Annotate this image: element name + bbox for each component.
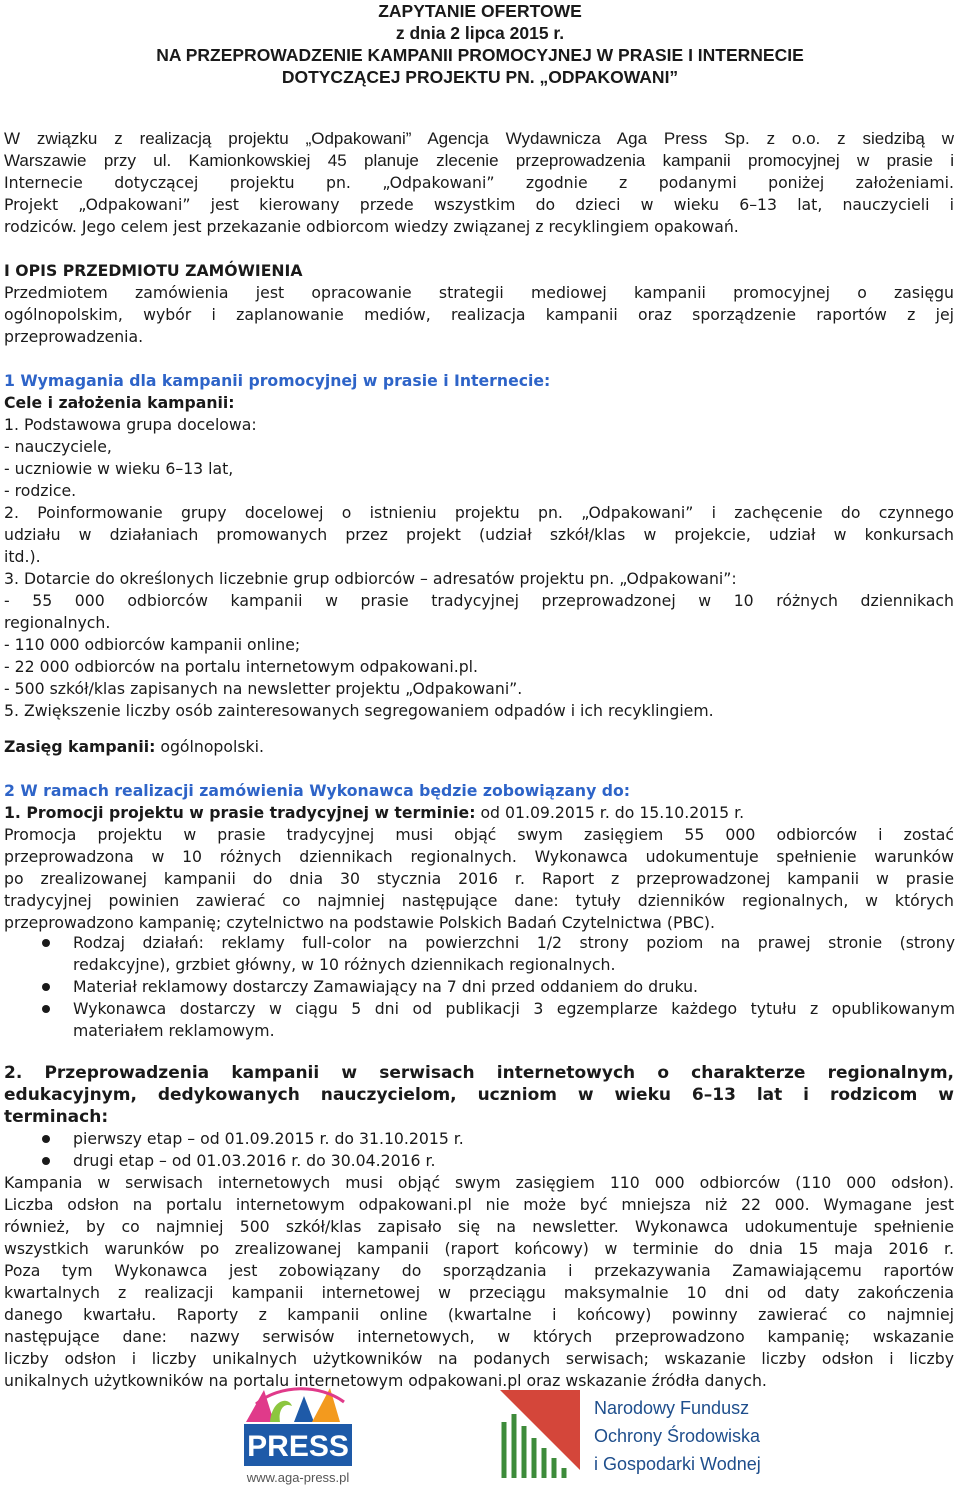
campaign-range <box>4 736 954 758</box>
online-text: danego kwartału. Raporty z kampanii online (kwartalne i końcowy) powinny zawierać co najmniej <box>4 1305 954 1324</box>
doc-subtitle-2: DOTYCZĄCEJ PROJEKTU PN. „ODPAKOWANI” <box>281 67 679 87</box>
section-text: przeprowadzenia. <box>4 327 144 346</box>
online-text: następujące dane: nazwy serwisów internetowych, w których przeprowadzono kampanię; wskazanie <box>4 1327 954 1346</box>
nfosigw-logo <box>496 1386 786 1482</box>
aga-press-url: www.aga-press.pl <box>246 1470 350 1485</box>
press-term <box>4 802 954 824</box>
press-text: przeprowadzona w 10 różnych dziennikach regionalnych. Wykonawca udokumentuje spełnienie warunków <box>4 847 954 866</box>
section-heading: I OPIS PRZEDMIOTU ZAMÓWIENIA <box>4 261 303 280</box>
intro-line: Internecie dotyczącej projektu pn. „Odpakowani” zgodnie z podanymi poniżej założeniami. <box>4 173 954 192</box>
goals-heading: Cele i założenia kampanii: <box>4 393 235 412</box>
aga-press-wordmark: PRESS <box>247 1430 349 1463</box>
goal-item: 2. Poinformowanie grupy docelowej o istnieniu projektu pn. „Odpakowani” i zachęcenie do czynnego <box>4 503 954 522</box>
nfosigw-logo-graphic <box>496 1386 786 1482</box>
intro-line: Projekt „Odpakowani” jest kierowany przede wszystkim do dzieci w wieku 6–13 lat, nauczycieli i <box>4 195 954 214</box>
aga-press-logo-graphic <box>240 1376 358 1488</box>
online-text: Kampania w serwisach internetowych musi objąć swym zasięgiem 110 000 odbiorców (110 000 odsłon). <box>4 1173 954 1192</box>
bullet-item: redakcyjne), grzbiet główny, w 10 różnych dziennikach regionalnych. <box>73 955 616 974</box>
online-text: Poza tym Wykonawca jest zobowiązany do sporządzania i przekazywania Zamawiającemu raportów <box>4 1261 954 1280</box>
goal-item: itd.). <box>4 547 41 566</box>
online-text: wszystkich warunków po zrealizowanej kampanii (raport końcowy) w terminie do dnia 15 maja 2016 r. <box>4 1239 954 1258</box>
campaign-range-label: Zasięg kampanii: <box>4 737 156 756</box>
online-heading: edukacyjnym, dedykowanych nauczycielom, uczniom w wieku 6–13 lat i rodzicom w <box>4 1085 954 1105</box>
bullet-item: Materiał reklamowy dostarczy Zamawiający na 7 dni przed oddaniem do druku. <box>73 977 699 996</box>
doc-title: ZAPYTANIE OFERTOWE <box>378 1 582 21</box>
nfosigw-name-1: Narodowy Fundusz <box>594 1398 750 1418</box>
goal-subitem: - rodzice. <box>4 481 77 500</box>
goal-item: 1. Podstawowa grupa docelowa: <box>4 415 257 434</box>
stage-item: drugi etap – od 01.03.2016 r. do 30.04.2016 r. <box>73 1151 436 1170</box>
online-heading: 2. Przeprowadzenia kampanii w serwisach internetowych o charakterze regionalnym, <box>4 1063 954 1083</box>
goal-item: udziału w działaniach promowanych przez projekt (udział szkół/klas w projekcie, udział w konkursach <box>4 525 954 544</box>
intro-line: W związku z realizacją projektu „Odpakowani” Agencja Wydawnicza Aga Press Sp. z o.o. z siedzibą w <box>4 129 954 148</box>
press-term-label: 1. Promocji projektu w prasie tradycyjnej w terminie: <box>4 803 476 822</box>
press-text: tradycyjnej powinien zawierać co najmniej następujące dane: tytuły dzienników regionalnych, w których <box>4 891 954 910</box>
goal-subitem: - 55 000 odbiorców kampanii w prasie tradycyjnej przeprowadzonej w 10 różnych dziennikach <box>4 591 954 610</box>
goal-subitem: - 500 szkół/klas zapisanych na newsletter projektu „Odpakowani”. <box>4 679 523 698</box>
goal-subitem: - 22 000 odbiorców na portalu internetowym odpakowani.pl. <box>4 657 479 676</box>
goal-item: 5. Zwiększenie liczby osób zainteresowanych segregowaniem odpadów i ich recyklingiem. <box>4 701 714 720</box>
press-text: po zrealizowanej kampanii do dnia 30 stycznia 2016 r. Raport z przeprowadzonej kampanii w prasie <box>4 869 954 888</box>
press-text: Promocja projektu w prasie tradycyjnej musi objąć swym zasięgiem 55 000 odbiorców i zostać <box>4 825 954 844</box>
bullet-item: Rodzaj działań: reklamy full-color na powierzchni 1/2 strony poziom na prawej stronie (strony <box>73 933 955 952</box>
nfosigw-name-3: i Gospodarki Wodnej <box>594 1454 761 1474</box>
press-text: przeprowadzono kampanię; czytelnictwo na podstawie Polskich Badań Czytelnictwa (PBC). <box>4 913 715 932</box>
doc-date: z dnia 2 lipca 2015 r. <box>395 23 565 43</box>
doc-subtitle: NA PRZEPROWADZENIE KAMPANII PROMOCYJNEJ W PRASIE I INTERNECIE <box>156 45 804 65</box>
bullet-item: materiałem reklamowym. <box>73 1021 275 1040</box>
obligations-heading: 2 W ramach realizacji zamówienia Wykonawca będzie zobowiązany do: <box>4 781 631 800</box>
requirements-heading: 1 Wymagania dla kampanii promocyjnej w prasie i Internecie: <box>4 371 551 390</box>
goal-subitem: - uczniowie w wieku 6–13 lat, <box>4 459 234 478</box>
online-text: również, by co najmniej 500 szkół/klas zapisało się na newsletter. Wykonawca udokumentuje spełnienie <box>4 1217 954 1236</box>
bullet-icon <box>42 983 50 991</box>
online-text: unikalnych użytkowników na portalu internetowym odpakowani.pl oraz wskazanie źródła danych. <box>4 1371 767 1390</box>
section-text: ogólnopolskim, wybór i zaplanowanie mediów, realizacja kampanii oraz sporządzenie raportów z jej <box>4 305 954 324</box>
bullet-icon <box>42 939 50 947</box>
bullet-icon <box>42 1005 50 1013</box>
goal-subitem: - nauczyciele, <box>4 437 112 456</box>
online-text: liczby odsłon i liczby unikalnych użytkowników na podanych serwisach; wskazanie liczby odsłon i liczby <box>4 1349 954 1368</box>
online-heading: terminach: <box>4 1107 109 1127</box>
section-text: Przedmiotem zamówienia jest opracowanie strategii mediowej kampanii promocyjnej o zasięgu <box>4 283 954 302</box>
intro-line: Warszawie przy ul. Kamionkowskiej 45 planuje zlecenie przeprowadzenia kampanii promocyjnej w prasie i <box>4 151 954 170</box>
online-text: kwartalnych z realizacji kampanii internetowej w przeciągu maksymalnie 10 dni od daty zakończenia <box>4 1283 954 1302</box>
bullet-icon <box>42 1157 50 1165</box>
press-term-value: od 01.09.2015 r. do 15.10.2015 r. <box>475 803 745 822</box>
stage-item: pierwszy etap – od 01.09.2015 r. do 31.10.2015 r. <box>73 1129 464 1148</box>
intro-line: rodziców. Jego celem jest przekazanie odbiorcom wiedzy związanej z recyklingiem opakowań. <box>4 217 739 236</box>
nfosigw-name-2: Ochrony Środowiska <box>594 1426 761 1446</box>
aga-press-logo <box>240 1376 358 1488</box>
bullet-item: Wykonawca dostarczy w ciągu 5 dni od publikacji 3 egzemplarze każdego tytułu z opublikowanym <box>73 999 955 1018</box>
bullet-icon <box>42 1135 50 1143</box>
goal-item: 3. Dotarcie do określonych liczebnie grup odbiorców – adresatów projektu pn. „Odpakowani”: <box>4 569 737 588</box>
online-text: Liczba odsłon na portalu internetowym odpakowani.pl nie może być mniejsza niż 22 000. Wymagane jest <box>4 1195 954 1214</box>
campaign-range-value: ogólnopolski. <box>155 737 264 756</box>
goal-subitem: regionalnych. <box>4 613 111 632</box>
goal-subitem: - 110 000 odbiorców kampanii online; <box>4 635 301 654</box>
